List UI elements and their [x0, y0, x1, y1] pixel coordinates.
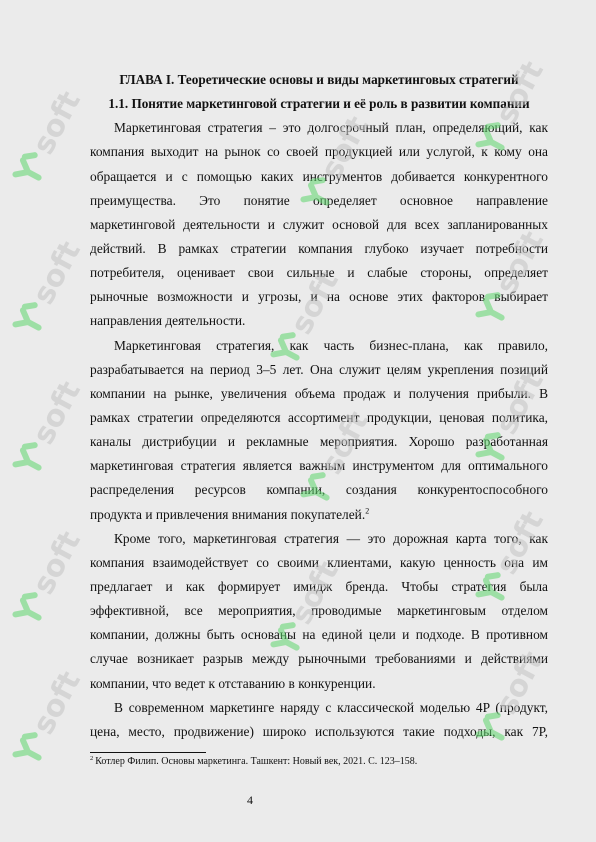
- text-line-content: случае возникает разрыв между рыночными требованиями и действиями: [90, 651, 548, 667]
- text-line-content: каналы дистрибуции и рекламные мероприятия. Хорошо разработанная: [90, 434, 548, 450]
- text-line-content: предлагает и как формирует имидж бренда. Чтобы стратегия была: [90, 578, 548, 594]
- page-number: 4: [247, 793, 253, 807]
- text-line-content: Кроме того, маркетинговая стратегия — это дорожная карта того, как: [114, 530, 548, 546]
- watermark-text: soft: [284, 265, 346, 341]
- text-line-content: маркетинговой деятельности и служит основой для всех запланированных: [90, 216, 548, 232]
- watermark-text: soft: [489, 225, 551, 301]
- paragraph: [90, 527, 548, 696]
- green-chevron-icon: [15, 731, 47, 764]
- text-line-content: цена, место, продвижение) широко используются такие подходы, как 7P,: [90, 723, 548, 739]
- text-line-content: рамках стратегии определяются ассортимент продукции, ценовая политика,: [90, 409, 548, 425]
- text-line: [90, 503, 548, 527]
- text-line: [90, 140, 548, 164]
- text-line: [90, 116, 548, 140]
- text-line: [90, 261, 548, 285]
- text-line: [90, 720, 548, 744]
- paragraph: [90, 116, 548, 333]
- text-line-content: Маркетинговая стратегия – это долгосрочный план, определяющий, как: [114, 120, 548, 136]
- watermark-logo: [11, 666, 88, 769]
- text-line: [90, 189, 548, 213]
- text-line-content: обращается и с помощью каких инструментов добивается конкурентного: [90, 168, 548, 184]
- text-line: [90, 165, 548, 189]
- text-line-content: Маркетинговая стратегия, как часть бизнес-плана, как правило,: [114, 337, 548, 353]
- section-heading: 1.1. Понятие маркетинговой стратегии и её роль в развитии компании: [108, 96, 530, 112]
- text-line-content: маркетинговая стратегия является важным инструментом для оптимального: [90, 458, 548, 474]
- watermark-text: soft: [314, 405, 376, 481]
- watermark-logo: [11, 526, 88, 629]
- text-line: [90, 382, 548, 406]
- green-chevron-icon: [15, 591, 47, 624]
- paragraph: [90, 334, 548, 527]
- text-line: [90, 647, 548, 671]
- text-line: [90, 406, 548, 430]
- text-line: [90, 551, 548, 575]
- watermark-text: soft: [26, 525, 88, 601]
- watermark-text: soft: [489, 645, 551, 721]
- text-line: [90, 527, 548, 551]
- text-line: [90, 696, 548, 720]
- green-chevron-icon: [15, 151, 47, 184]
- text-line: [90, 213, 548, 237]
- footnote: [90, 755, 548, 769]
- watermark-logo: [11, 376, 88, 479]
- green-chevron-icon: [15, 301, 47, 334]
- watermark-logo: [11, 236, 88, 339]
- paragraph: [90, 696, 548, 744]
- text-line-content: В современном маркетинге наряду с классической моделью 4P (продукт,: [114, 699, 548, 715]
- text-line: [90, 285, 548, 309]
- text-line: [90, 454, 548, 478]
- text-line-content: действий. В рамках стратегии компания глубоко изучает потребности: [90, 240, 548, 256]
- text-line-content: компания взаимодействует со своими клиентами, какую ценность она им: [90, 554, 548, 570]
- footnote-text: Котлер Филип. Основы маркетинга. Ташкент: Новый век, 2021. С. 123–158.: [95, 756, 418, 767]
- text-line-content: рыночные возможности и угрозы, и на основе этих факторов выбирает: [90, 289, 548, 305]
- text-line: [90, 672, 548, 696]
- text-line-content: компании, что ведет к отставанию в конкуренции.: [90, 675, 376, 691]
- text-line: [90, 358, 548, 382]
- text-line: [90, 599, 548, 623]
- text-line-content: направления деятельности.: [90, 313, 246, 329]
- text-line-content: компании, должны быть основаны на единой цели и подходе. В противном: [90, 627, 548, 643]
- text-line-content: преимущества. Это понятие определяет основное направление: [90, 192, 548, 208]
- watermark-text: soft: [489, 505, 551, 581]
- green-chevron-icon: [15, 441, 47, 474]
- text-line-content: разрабатывается на период 3–5 лет. Она служит целям укрепления позиций: [90, 361, 548, 377]
- text-line-content: распределения ресурсов компании, создания конкурентоспособного: [90, 482, 548, 498]
- text-line-content: продукта и привлечения внимания покупателей.: [90, 506, 366, 522]
- text-line: [90, 309, 548, 333]
- text-line-content: компании на рынке, увеличения объема продаж и получения прибыли. В: [90, 385, 548, 401]
- watermark-text: soft: [284, 555, 346, 631]
- page-body: [90, 68, 548, 744]
- text-line: [90, 237, 548, 261]
- watermark-text: soft: [489, 55, 551, 131]
- footnote-reference[interactable]: 2: [365, 506, 370, 516]
- watermark-text: soft: [314, 110, 376, 186]
- text-line-content: потребителя, оценивает свои сильные и слабые стороны, определяет: [90, 265, 548, 281]
- watermark-logo: [11, 86, 88, 189]
- watermark-text: soft: [26, 85, 88, 161]
- chapter-heading: ГЛАВА I. Теоретические основы и виды маркетинговых стратегий: [119, 72, 519, 87]
- text-line: [90, 430, 548, 454]
- text-line-content: компания выходит на рынок со своей продукцией или услугой, к кому она: [90, 144, 548, 160]
- body-text: [90, 116, 548, 744]
- footnote-marker: 2: [90, 754, 94, 762]
- watermark-text: soft: [26, 665, 88, 741]
- text-line: [90, 478, 548, 502]
- text-line: [90, 575, 548, 599]
- footnote-separator: [90, 752, 206, 753]
- watermark-text: soft: [26, 375, 88, 451]
- watermark-text: soft: [26, 235, 88, 311]
- text-line: [90, 334, 548, 358]
- text-line: [90, 623, 548, 647]
- watermark-text: soft: [489, 365, 551, 441]
- text-line-content: эффективной, все мероприятия, проводимые маркетинговым отделом: [90, 603, 548, 619]
